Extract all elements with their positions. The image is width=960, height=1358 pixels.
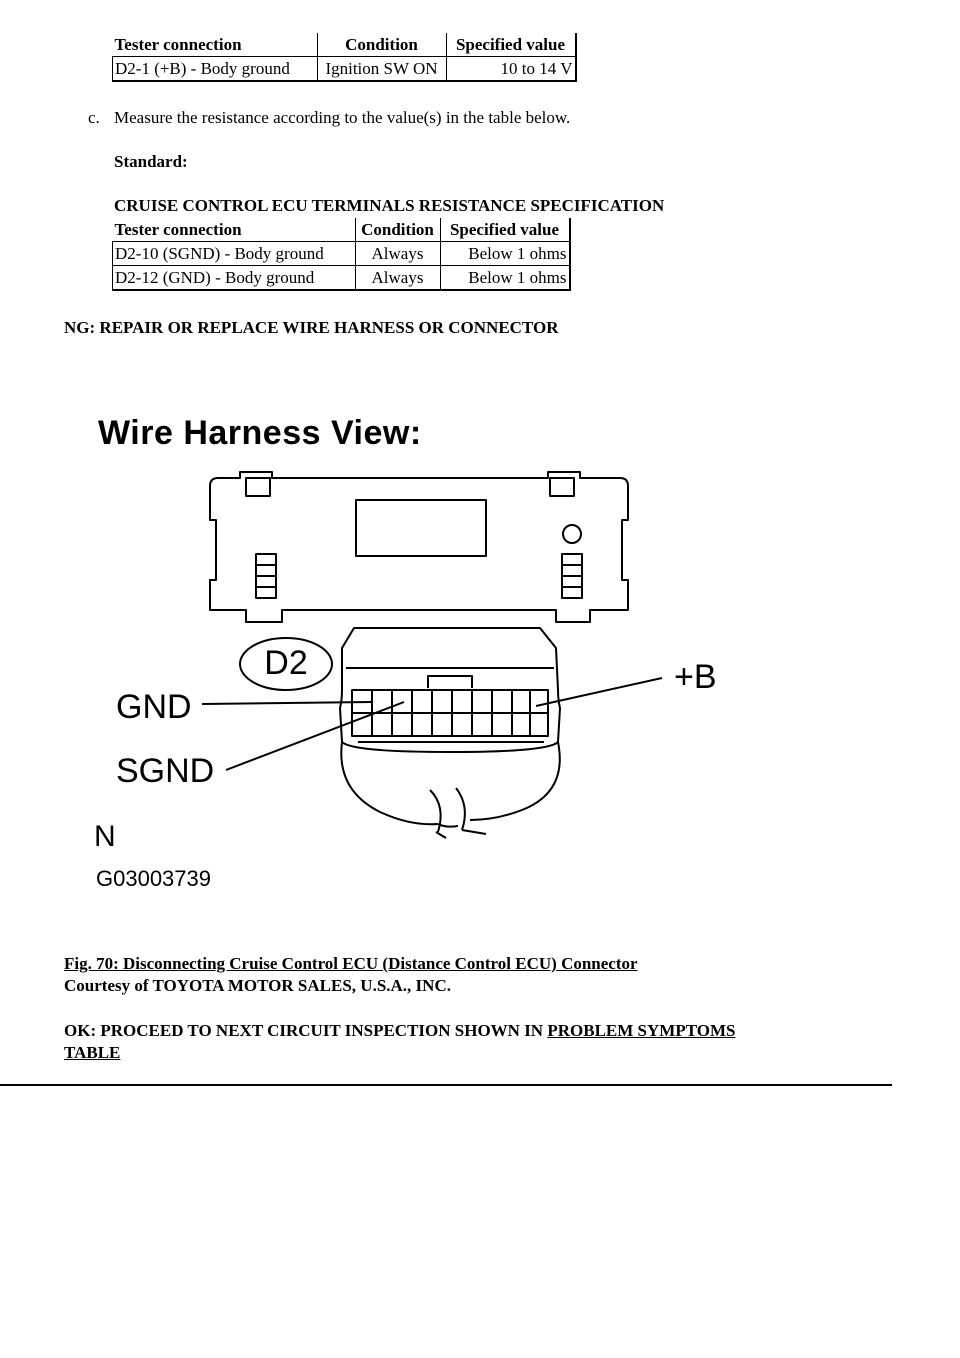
ok-instruction (64, 1020, 864, 1064)
ok-text: OK: PROCEED TO NEXT CIRCUIT INSPECTION SHOWN IN (64, 1021, 548, 1040)
problem-symptoms-link-continued[interactable]: TABLE (64, 1043, 121, 1062)
table-header-cell: Condition (317, 33, 446, 57)
table-cell: Always (355, 266, 440, 291)
step-instruction: Measure the resistance according to the value(s) in the table below. (114, 108, 571, 127)
table-cell: D2-10 (SGND) - Body ground (113, 242, 356, 266)
step-marker: c. (88, 108, 100, 127)
sgnd-label: SGND (116, 752, 215, 790)
figure-courtesy: Courtesy of TOYOTA MOTOR SALES, U.S.A., INC. (64, 976, 451, 995)
ng-instruction: NG: REPAIR OR REPLACE WIRE HARNESS OR CONNECTOR (64, 318, 559, 337)
figure-code: G03003739 (96, 866, 211, 891)
resistance-table-title: CRUISE CONTROL ECU TERMINALS RESISTANCE SPECIFICATION (114, 196, 665, 215)
standard-label: Standard: (114, 152, 188, 171)
figure-corner-letter: N (94, 820, 116, 853)
table-cell: Always (355, 242, 440, 266)
table-header-cell: Specified value (446, 33, 576, 57)
table-cell: D2-1 (+B) - Body ground (113, 57, 318, 82)
figure-caption[interactable] (64, 954, 638, 974)
table-cell: Below 1 ohms (440, 242, 570, 266)
table-header-cell: Specified value (440, 218, 570, 242)
table-header-cell: Tester connection (113, 33, 318, 57)
connector-label: D2 (264, 644, 308, 682)
table-cell: Below 1 ohms (440, 266, 570, 291)
table-cell: Ignition SW ON (317, 57, 446, 82)
table-cell: D2-12 (GND) - Body ground (113, 266, 356, 291)
problem-symptoms-link[interactable]: PROBLEM SYMPTOMS (547, 1021, 736, 1040)
page-divider (0, 1084, 892, 1086)
table-cell: 10 to 14 V (446, 57, 576, 82)
plus-b-label: +B (674, 658, 717, 696)
figure-caption-link[interactable]: Fig. 70: Disconnecting Cruise Control ECU (Distance Control ECU) Connector (64, 954, 638, 973)
table-header-cell: Condition (355, 218, 440, 242)
figure-heading: Wire Harness View: (98, 414, 422, 452)
table-header-cell: Tester connection (113, 218, 356, 242)
gnd-label: GND (116, 688, 192, 726)
